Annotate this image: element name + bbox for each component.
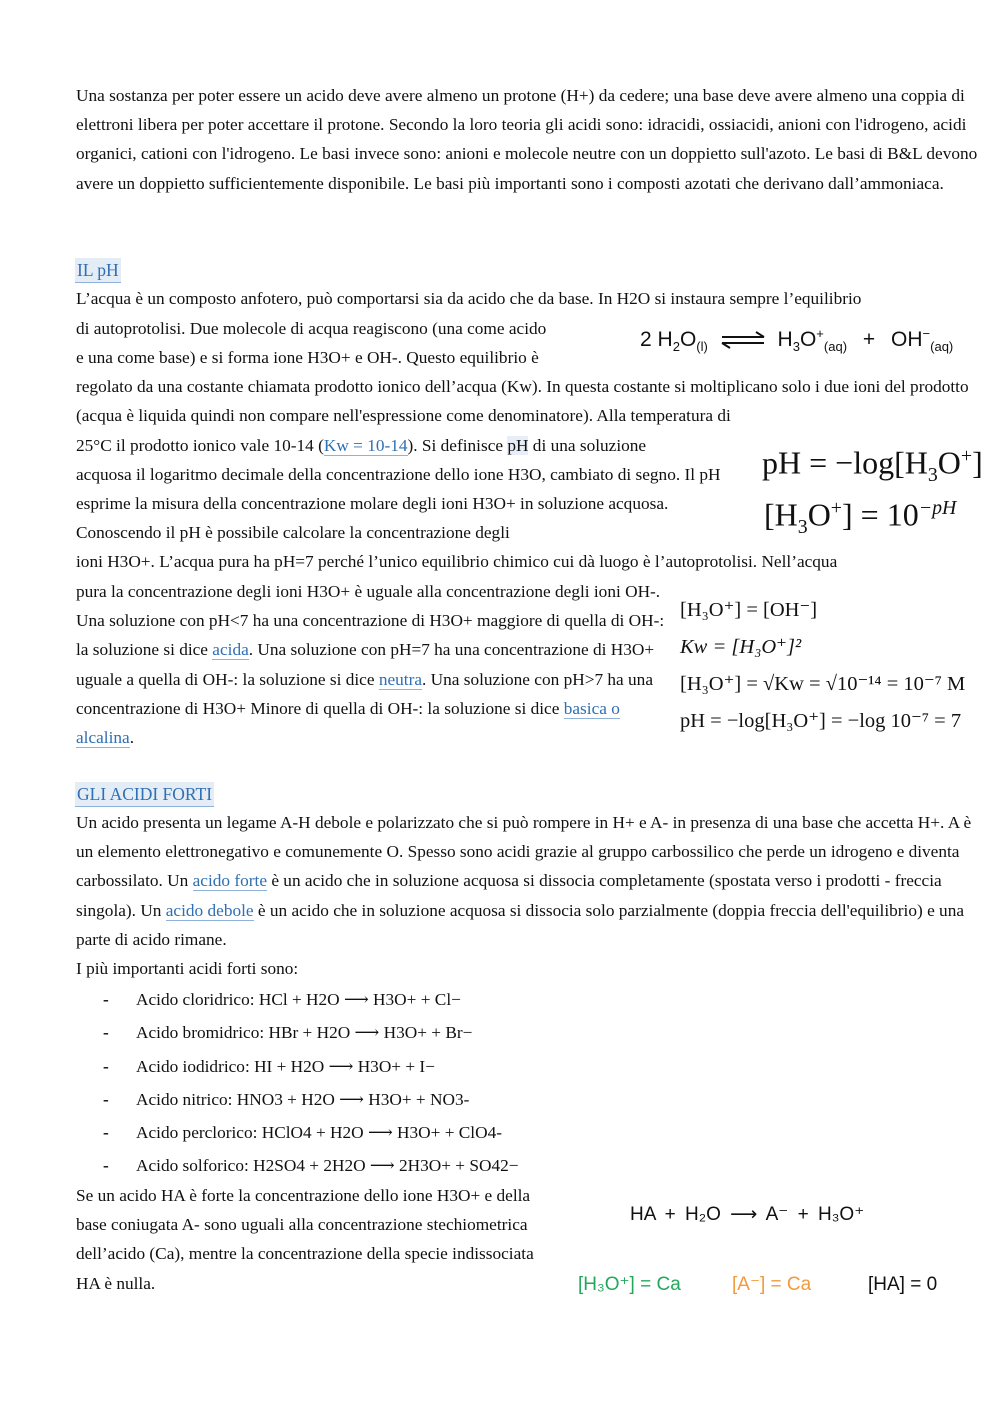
- neutral-eq-3: [H₃O⁺] = √Kw = √10⁻¹⁴ = 10⁻⁷ M: [680, 673, 966, 695]
- ha-equals-zero: [HA] = 0: [868, 1274, 938, 1295]
- ha-dissociation-equation: HA + H₂O ⟶ A⁻ + H₃O⁺: [630, 1204, 865, 1225]
- concentration-equation: $[H_3O^+] = 10^{-pH}$: [764, 496, 957, 539]
- kw-link[interactable]: Kw = 10-14: [323, 436, 408, 455]
- ph-paragraph-7: ioni H3O+. L’acqua pura ha pH=7 perché l’unico equilibrio chimico cui dà luogo è l’autoprotolisi. Nell’acqua: [76, 552, 838, 571]
- neutral-water-equations: [680, 592, 965, 740]
- a-equals-ca: [A⁻] = Ca: [732, 1274, 812, 1295]
- acido-forte-link[interactable]: acido forte: [192, 871, 267, 891]
- list-item: - Acido perclorico: HClO4 + H2O ⟶ H3O+ + ClO4-: [103, 1123, 502, 1143]
- ph-paragraph-3: e una come base) e si forma ione H3O+ e OH-. Questo equilibrio è: [76, 348, 539, 367]
- strong-acids-list-intro: I più importanti acidi forti sono:: [76, 959, 299, 978]
- strong-acids-list: [76, 983, 776, 1183]
- ph-heading[interactable]: IL pH: [75, 258, 121, 283]
- neutral-eq-1: [H₃O⁺] = [OH⁻]: [680, 599, 818, 621]
- list-item: - Acido cloridrico: HCl + H2O ⟶ H3O+ + Cl−: [103, 990, 461, 1009]
- ph-paragraph-5: 25°C il prodotto ionico vale 10-14 (Kw = 10-14). Si definisce pH di una soluzione: [76, 436, 647, 455]
- ph-highlight: pH: [507, 436, 529, 455]
- acido-debole-link[interactable]: acido debole: [165, 900, 254, 920]
- equilibrium-arrow-icon: [720, 331, 766, 349]
- strong-acid-concentration-paragraph: Se un acido HA è forte la concentrazione dello ione H3O+ e della base coniugata A- sono uguali alla concentrazione stechiometrica dell’acido (Ca), mentre la concentrazione della specie indissociata HA è nulla.: [76, 1186, 534, 1293]
- ph-paragraph-2: di autoprotolisi. Due molecole di acqua reagiscono (una come acido: [76, 319, 547, 338]
- ph-paragraph-4: regolato da una costante chiamata prodotto ionico dell’acqua (Kw). In questa costante si moltiplicano solo i due ioni del prodotto (acqua è liquida quindi non compare nell'espressione come denominatore). Alla temperatura di: [76, 377, 969, 426]
- strong-acids-heading[interactable]: GLI ACIDI FORTI: [75, 782, 214, 807]
- neutra-link[interactable]: neutra: [378, 669, 422, 689]
- h3o-equals-ca: [H₃O⁺] = Ca: [578, 1274, 681, 1295]
- ph-paragraph-6: acquosa il logaritmo decimale della concentrazione dello ione H3O, cambiato di segno. Il pH esprime la misura della concentrazione molare degli ioni H3O+ in soluzione acquosa. Conoscendo il pH è possibile calcolare la concentrazione degli: [76, 465, 721, 543]
- basica-link[interactable]: basica o alcalina: [76, 698, 620, 748]
- autoprotolysis-equation: 2 $H_2O_{(l)}$ $H_3O^+_{(aq)} + OH^-_{(aq)}$: [640, 326, 954, 355]
- neutral-eq-2: Kw = [H₃O⁺]²: [680, 636, 802, 658]
- list-item: - Acido bromidrico: HBr + H2O ⟶ H3O+ + Br−: [103, 1023, 473, 1043]
- list-item: - Acido solforico: H2SO4 + 2H2O ⟶ 2H3O+ + SO42−: [103, 1156, 519, 1176]
- intro-paragraph: Una sostanza per poter essere un acido deve avere almeno un protone (H+) da cedere; una base deve avere almeno una coppia di elettroni libera per poter accettare il protone. Secondo la loro teoria gli acidi sono: idracidi, ossiacidi, anioni con l'idrogeno, acidi organici, cationi con l'idrogeno. Le basi invece sono: anioni e molecole neutre con un doppietto sull'azoto. Le basi di B&L devono avere un doppietto sufficientemente disponibile. Le basi più importanti sono i composti azotati che derivano dall’ammoniaca.: [76, 86, 978, 193]
- list-item: - Acido iodidrico: HI + H2O ⟶ H3O+ + I−: [103, 1056, 435, 1076]
- list-item: - Acido nitrico: HNO3 + H2O ⟶ H3O+ + NO3-: [103, 1089, 470, 1109]
- neutral-eq-4: pH = −log[H₃O⁺] = −log 10⁻⁷ = 7: [680, 710, 962, 732]
- acida-link[interactable]: acida: [212, 640, 249, 660]
- ph-paragraph-8: pura la concentrazione degli ioni H3O+ è uguale alla concentrazione degli ioni OH-. Una soluzione con pH<7 ha una concentrazione di H3O+ maggiore di quella di OH-: la soluzione si dice acida. Una soluzione con pH=7 ha una concentrazione di H3O+ uguale a quella di OH-: la soluzione si dice neutra. Una soluzione con pH>7 ha una concentrazione di H3O+ Minore di quella di OH-: la soluzione si dice basica o alcalina.: [76, 582, 665, 748]
- strong-acids-paragraph: Un acido presenta un legame A-H debole e polarizzato che si può rompere in H+ e A- in presenza di una base che accetta H+. A è un elemento elettronegativo e comunemente O. Spesso sono acidi grazie al gruppo carbossilico che perde un idrogeno e diventa carbossilato. Un acido forte è un acido che in soluzione acquosa si dissocia completamente (spostata verso i prodotti - freccia singola). Un acido debole è un acido che in soluzione acquosa si dissocia solo parzialmente (doppia freccia dell'equilibrio) e una parte di acido rimane.: [76, 813, 972, 949]
- ph-definition-equation: pH = $-\log[H_3O^+]$: [762, 444, 983, 487]
- ph-paragraph-1: L’acqua è un composto anfotero, può comportarsi sia da acido che da base. In H2O si instaura sempre l’equilibrio: [76, 289, 862, 308]
- clipped-line-top: [76, 70, 976, 76]
